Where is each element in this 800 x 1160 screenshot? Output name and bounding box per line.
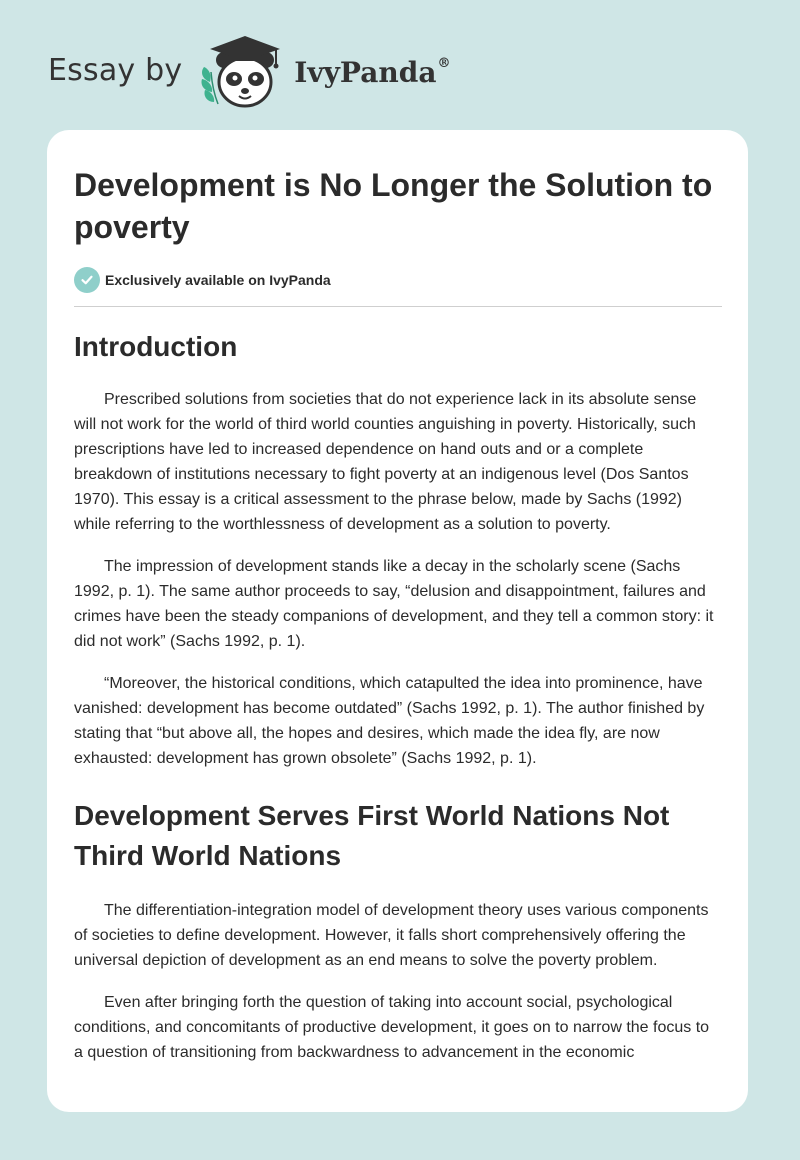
paragraph: “Moreover, the historical conditions, which catapulted the idea into prominence, have vanished: development has become outdated” (Sachs 1992, p. 1). The author finished by stating that “but above all, the hopes and desires, which made the idea fly, are now exhausted: development has grown obsolete” (Sachs 1992, p. 1). [74,675,705,767]
brand-header [48,32,450,112]
exclusive-badge [74,267,722,293]
essay-title: Development is No Longer the Solution to poverty [74,167,713,245]
section-heading-development-serves: Development Serves First World Nations Not Third World Nations [74,800,670,871]
badge-text: Exclusively available on IvyPanda [105,272,331,288]
paragraph: The impression of development stands like a decay in the scholarly scene (Sachs 1992, p. 1). The same author proceeds to say, “delusion and disappointment, failures and crimes have been the steady companions of development, and they tell a common story: it did not work” (Sachs 1992, p. 1). [74,558,714,650]
section-heading-introduction: Introduction [74,331,238,362]
essay-card [47,130,748,1112]
ivypanda-logo-icon[interactable] [196,32,288,112]
check-circle-icon [74,267,100,293]
brand-prefix: Essay by [48,52,183,88]
paragraph: Prescribed solutions from societies that do not experience lack in its absolute sense will not work for the world of third world counties anguishing in poverty. Historically, such prescriptions have led to increased dependence on hand outs and or a complete breakdown of institutions necessary to fight poverty at an indigenous level (Dos Santos 1970). This essay is a critical assessment to the phrase below, made by Sachs (1992) while referring to the worthlessness of development as a solution to poverty. [74,391,697,533]
paragraph: Even after bringing forth the question of taking into account social, psychological conditions, and concomitants of productive development, it goes on to narrow the focus to a question of transitioning from backwardness to advancement in the economic [74,994,710,1061]
brand-name: IvyPanda® [294,55,451,89]
paragraph: The differentiation-integration model of development theory uses various components of societies to define development. However, it falls short comprehensively offering the universal depiction of development as an end means to solve the poverty problem. [74,902,709,969]
divider [74,306,722,307]
